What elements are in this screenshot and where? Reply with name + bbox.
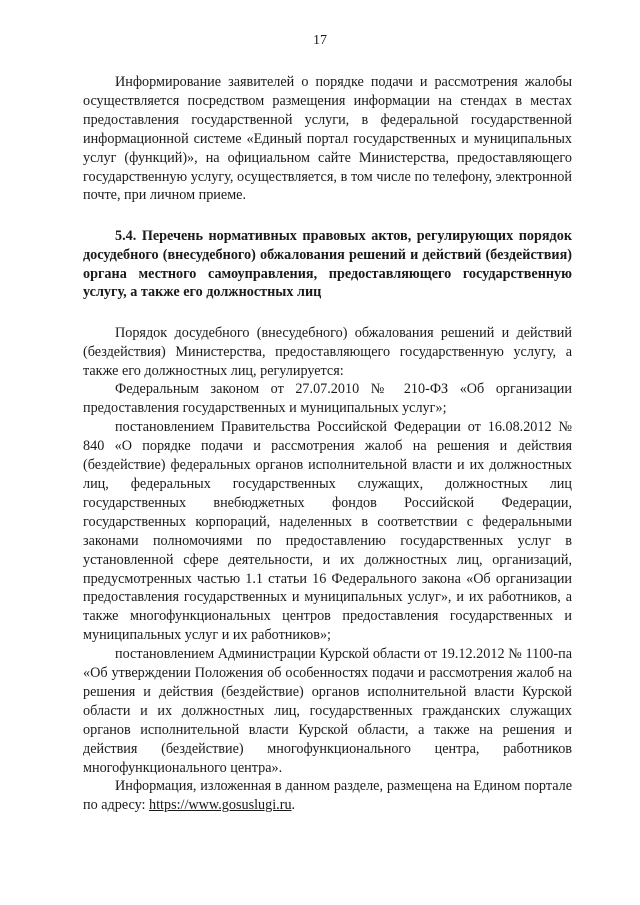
paragraph-government-decree: постановлением Правительства Российской Федерации от 16.08.2012 № 840 «О порядке подачи и рассмотрения жалоб на решения и действия (бездействие) федеральных органов исполнительной власти и их должностных лиц, федеральных государственных служащих, должностных лиц государственных внебюджетных фондов Российской Федерации, государственных корпораций, наделенных в соответствии с федеральными законами полномочиями по предоставлению государственных услуг в установленной сфере деятельности, и их должностных лиц, организаций, предусмотренных частью 1.1 статьи 16 Федерального закона «Об организации предоставления государственных и муниципальных услуг», и их работников, а также многофункциональных центров предоставления государственных и муниципальных услуг и их работников»;: [83, 419, 572, 644]
paragraph-kursk-decree: постановлением Администрации Курской области от 19.12.2012 № 1100-па «Об утверждении Положения об особенностях подачи и рассмотрения жалоб на решения и действия (бездействие) органов исполнительной власти Курской области и их должностных лиц, государственных гражданских служащих органов исполнительной власти Курской области, а также на решения и действия (бездействие) многофункционального центра, работников многофункционального центра».: [83, 646, 572, 776]
spacer: [83, 302, 572, 324]
paragraph-complaint-info: Информирование заявителей о порядке подачи и рассмотрения жалобы осуществляется посредством размещения информации на стендах в местах предоставления государственной услуги, в федеральной государственной информационной системе «Единый портал государственных и муниципальных услуг (функций)», на официальном сайте Министерства, предоставляющего государственную услугу, осуществляется, в том числе по телефону, электронной почте, при личном приеме.: [83, 74, 572, 204]
spacer: [83, 205, 572, 227]
paragraph-portal-info: [83, 777, 572, 815]
paragraph-federal-law: Федеральным законом от 27.07.2010 № 210-ФЗ «Об организации предоставления государственных и муниципальных услуг»;: [83, 381, 572, 417]
gosuslugi-link[interactable]: https://www.gosuslugi.ru: [149, 797, 292, 814]
document-body: [83, 73, 572, 815]
paragraph-regulation-intro: Порядок досудебного (внесудебного) обжалования решений и действий (бездействия) Министерства, предоставляющего государственную услугу, а также его должностных лиц, регулируется:: [83, 324, 572, 379]
portal-info-text: Информация, изложенная в данном разделе, размещена на Едином портале по адресу:: [83, 778, 572, 814]
page-number: 17: [313, 33, 327, 48]
section-heading-5-4: 5.4. Перечень нормативных правовых актов, регулирующих порядок досудебного (внесудебного) обжалования решений и действий (бездействия) органа местного самоуправления, предоставляющего государственную услугу, а также его должностных лиц: [83, 228, 572, 301]
portal-info-suffix: .: [291, 797, 296, 814]
